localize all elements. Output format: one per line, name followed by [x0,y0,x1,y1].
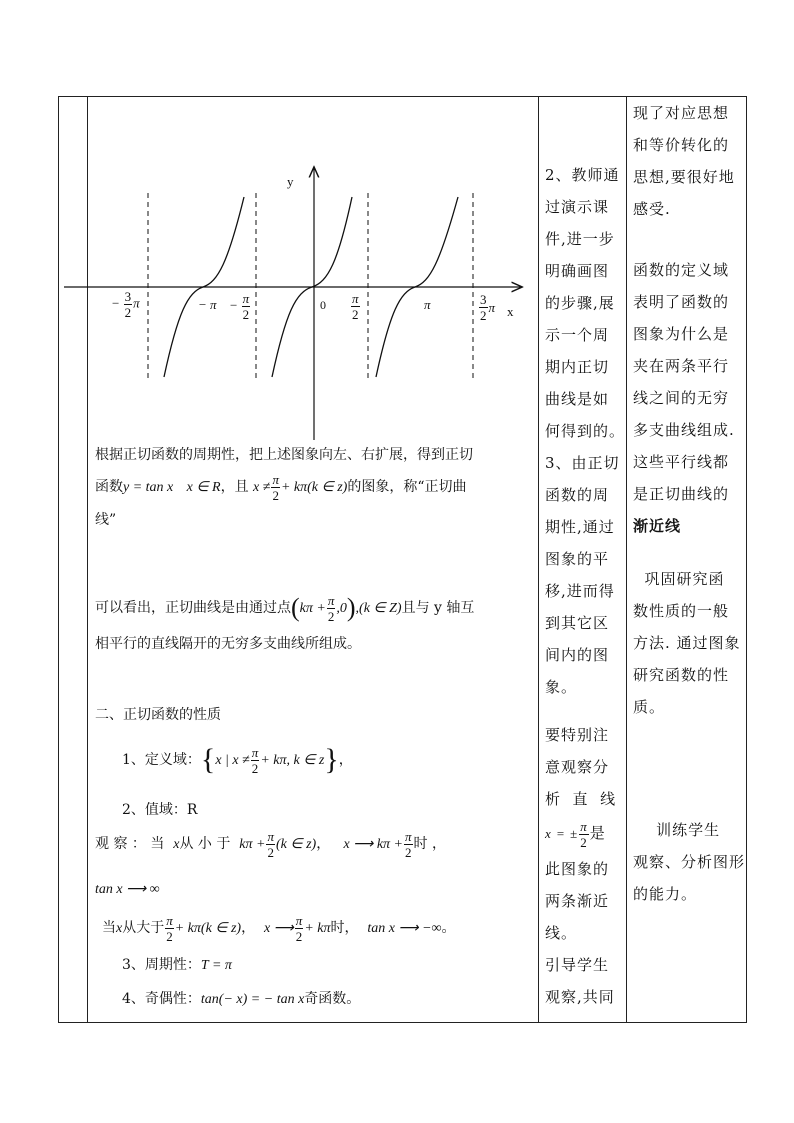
col4-line: 思想,要很好地 [633,168,735,186]
col3-line: 期内正切 [545,358,610,376]
col3-line: 此图象的 [545,860,610,878]
col3-line: 曲线是如 [545,390,610,408]
col4-line: 巩固研究函 [633,570,725,588]
observation-1-result: tan x ⟶ ∞ [95,882,160,897]
col3-line: 明确画图 [545,262,610,280]
col3-line: 图象的平 [545,550,610,568]
col3-line: 线。 [545,924,578,942]
design-intent-training [633,814,745,910]
col4-line: 数性质的一般 [633,602,730,620]
y-axis-label: y [287,174,294,189]
col3-line: 到其它区 [545,614,610,632]
section-properties-title: 二、正切函数的性质 [95,707,221,723]
origin-label: 0 [320,298,326,312]
observation-2: 当x从大于 $\frac{\pi}{2}$ + kπ(k ∈ z)， x ⟶ $\frac{\pi}{2}$ + kπ时， tan x ⟶ −∞。 [102,912,456,944]
design-intent-method [633,563,745,723]
col3-line: 析 直 线 [545,790,617,808]
tick-pi-2: $\frac{\pi}{2}$ [352,291,359,322]
col3-line: 两条渐近 [545,892,610,910]
para2-line1: 可以看出，正切曲线是由通过点(kπ + $\frac{\pi}{2}$ ,0),(k ∈ Z)且与 y 轴互 [95,592,475,624]
col4-bold-asymptote: 渐近线 [633,517,682,535]
col4-line: 夹在两条平行 [633,357,730,375]
col3-line: 移,进而得 [545,582,615,600]
teacher-activity-column-2 [545,719,625,1013]
col3-line: 观察,共同 [545,988,615,1006]
col4-line: 和等价转化的 [633,136,730,154]
col3-line: 过演示课 [545,198,610,216]
col4-line: 线之间的无穷 [633,389,730,407]
col3-line: 2、教师通 [545,166,620,184]
col4-line: 质。 [633,698,666,716]
col3-line: 意观察分 [545,758,610,776]
property-range: 2、值域：R [122,802,198,818]
tick-3pi-2: $\frac{3}{2}$ π [480,292,496,323]
paragraph-extend [95,440,535,535]
col4-line: 这些平行线都 [633,453,730,471]
design-intent-column [633,97,745,225]
col4-line: 的能力。 [633,885,698,903]
para1-line1: 根据正切函数的周期性，把上述图象向左、右扩展，得到正切 [95,447,473,463]
col4-line: 研究函数的性 [633,666,730,684]
tick-neg-3pi-2: − $\frac{3}{2}$ π [112,289,140,320]
col4-line: 现了对应思想 [633,104,730,122]
col3-line: 要特别注 [545,726,610,744]
col3-line: 的步骤,展 [545,294,615,312]
col3-line: 函数的周 [545,486,610,504]
col4-line: 是正切曲线的 [633,485,730,503]
para2-line2: 相平行的直线隔开的无穷多支曲线所组成。 [95,636,361,652]
para1-line3: 线” [95,512,117,528]
para1-line2: 函数y = tan x x ∈ R，且 x ≠ $\frac{\pi}{2}$ + kπ(k ∈ z)的图象，称“正切曲 [95,471,467,503]
col4-line: 训练学生 [633,821,721,839]
col4-line: 图象为什么是 [633,325,730,343]
col3-line: 件,进一步 [545,230,615,248]
col3-line: 象。 [545,678,578,696]
col3-line: 示一个周 [545,326,610,344]
x-axis-label: x [507,304,514,319]
col4-line: 表明了函数的 [633,293,730,311]
col3-line: 何得到的。 [545,422,626,440]
col4-line: 多支曲线组成. [633,421,735,439]
col4-line: 函数的定义域 [633,261,730,279]
col3-line: 期性,通过 [545,518,615,536]
col4-line: 感受. [633,200,671,218]
col4-line: 观察、分析图形 [633,853,746,871]
observation-1: 观 察 ： 当 x从 小 于 kπ + $\frac{\pi}{2}$ (k ∈ z)， x ⟶ kπ + $\frac{\pi}{2}$ 时 ， [95,828,446,860]
col4-line: 方法. 通过图象 [633,634,741,652]
col3-line: 引导学生 [545,956,610,974]
property-parity: 4、奇偶性：tan(− x) = − tan x奇函数。 [122,991,361,1007]
design-intent-domain [633,254,745,542]
col3-line: 3、由正切 [545,454,620,472]
property-domain: 1、定义域：{x | x ≠ $\frac{\pi}{2}$ + kπ, k ∈ z}， [122,743,353,776]
col3-line: 间内的图 [545,646,610,664]
paragraph-asymptote [95,588,535,659]
teacher-activity-column [545,159,625,703]
property-period: 3、周期性：T = π [122,957,232,973]
col3-asymptote-eq: x = ± $\frac{\pi}{2}$ 是 [545,819,606,850]
tick-neg-pi-2: − $\frac{\pi}{2}$ [230,291,250,322]
tick-pi: π [424,297,431,312]
tick-neg-pi: − π [198,297,217,312]
